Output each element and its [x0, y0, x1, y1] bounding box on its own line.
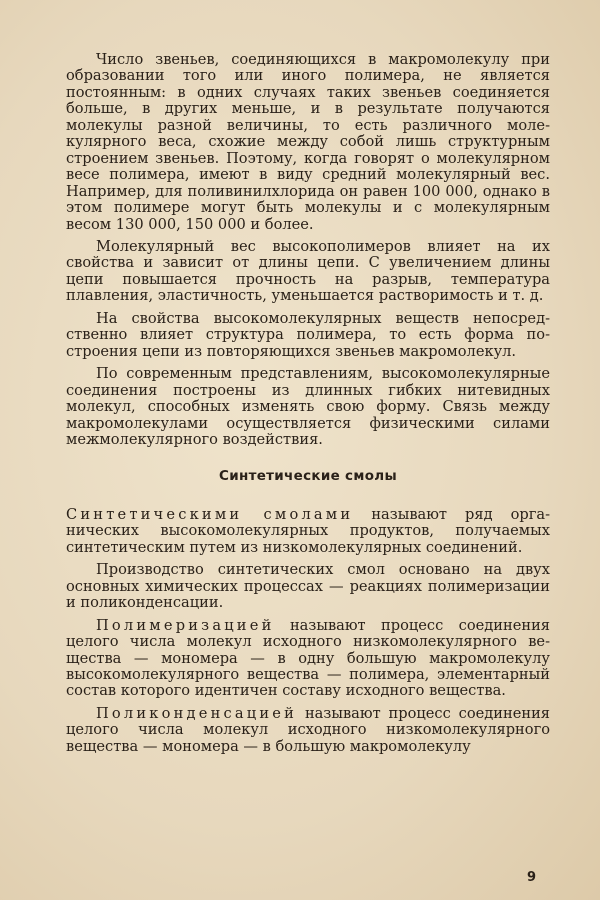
term-synthetic-resins: Синтетическими смолами: [66, 505, 354, 523]
paragraph-6: Производство синтетических смол основано на двух основных химических процессах — реакциях полимеризации и поликонденсации.: [66, 561, 550, 612]
paragraph-7-text: называют процесс соединения целого числа молекул исходного низкомолекулярного вещества — мономера — в одну большую макромолекулу высокомолекулярного вещества — полимера, элементарный состав которого идентичен составу исходного вещества.: [66, 616, 551, 700]
paragraph-1: Число звеньев, соединяющихся в макромолекулу при образовании того или иного полимера, не является постоянным: в одних случаях таких звеньев соединяется больше, в других меньше, и в результате получаются молекулы разной величины, то есть различного молекулярного веса, схожие между собой лишь структурным строением звеньев. Поэтому, когда говорят о молекулярном весе полимера, имеют в виду средний молекулярный вес. Например, для поливинилхлорида он равен 100 000, однако в этом полимере могут быть молекулы и с молекулярным весом 130 000, 150 000 и более.: [66, 51, 550, 233]
section-heading: Синтетические смолы: [219, 468, 397, 485]
paragraph-2: Молекулярный вес высокополимеров влияет на их свойства и зависит от длины цепи. С увеличением длины цепи повышается прочность на разрыв, температура плавления, эластичность, уменьшается растворимость и т. д.: [66, 237, 550, 305]
page-number: 9: [527, 870, 537, 885]
body-text: [66, 52, 550, 761]
paragraph-3: На свойства высокомолекулярных веществ непосредственно влияет структура полимера, то есть форма построения цепи из повторяющихся звеньев макромолекул.: [66, 309, 550, 360]
term-polymerization: Полимеризацией: [96, 616, 275, 634]
paragraph-5: [66, 507, 550, 556]
paragraph-8: [66, 706, 550, 755]
paragraph-5-text: называют ряд органических высокомолекулярных продуктов, получаемых синтетическим путем из низкомолекулярных соединений.: [66, 505, 550, 556]
paragraph-7: [66, 618, 550, 700]
term-polycondensation: Поликонденсацией: [96, 704, 298, 722]
paragraph-4: По современным представлениям, высокомолекулярные соединения построены из длинных гибких нитевидных молекул, способных изменять свою форму. Связь между макромолекулами осуществляется физическими силами межмолекулярного воздействия.: [66, 365, 550, 448]
paragraph-8-text: называют процесс соединения целого числа молекул исходного низкомолекулярного вещества — мономера — в большую макромолекулу: [66, 704, 551, 755]
